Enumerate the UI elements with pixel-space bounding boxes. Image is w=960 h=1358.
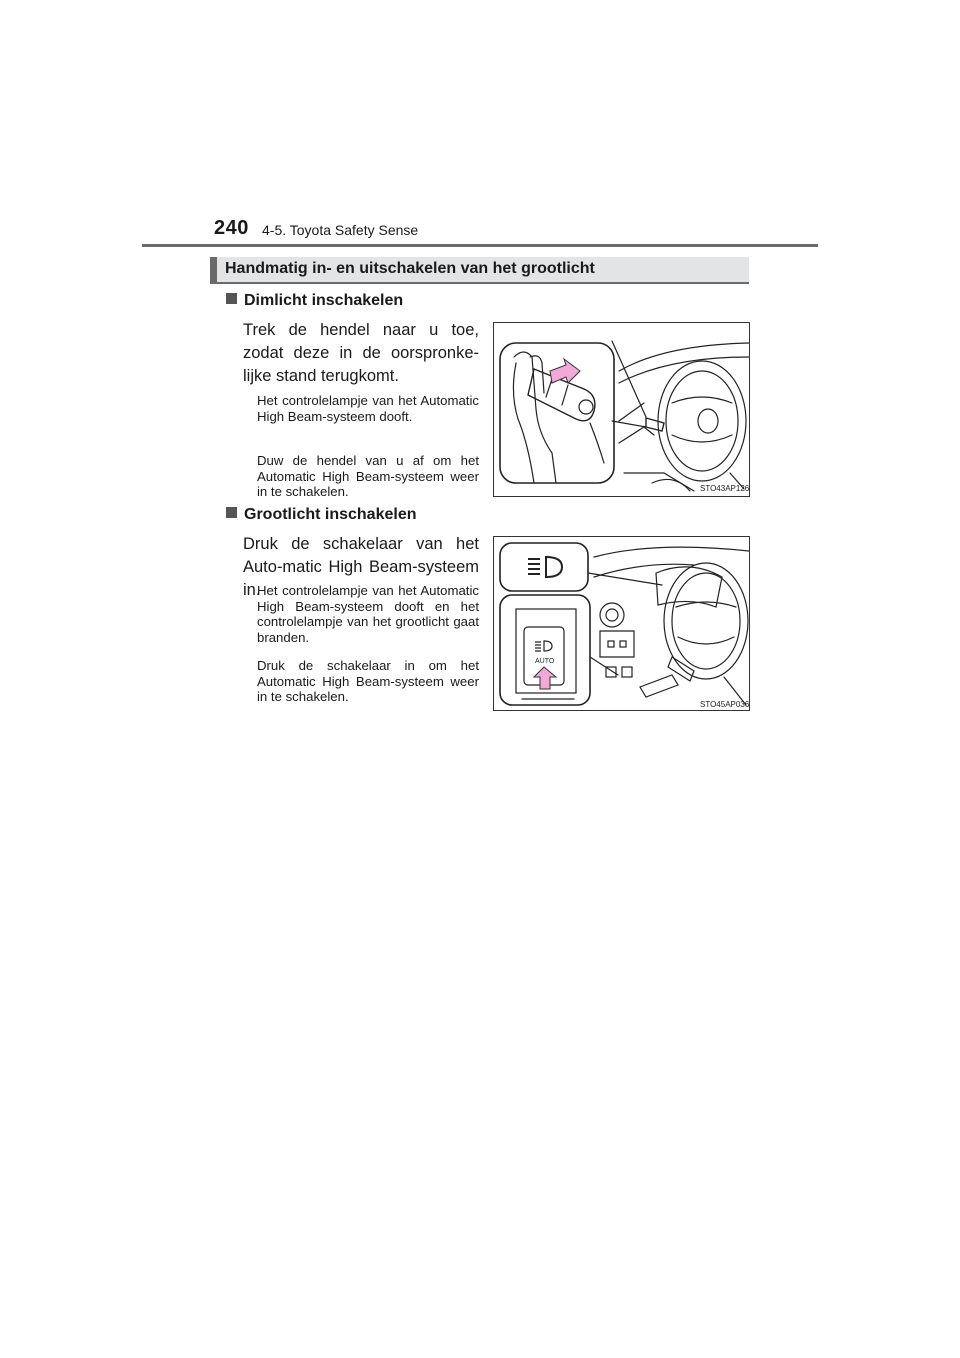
square-bullet-icon xyxy=(226,507,237,518)
banner-bar xyxy=(210,257,217,282)
square-bullet-icon xyxy=(226,293,237,304)
pink-arrow-icon xyxy=(534,667,556,689)
high-beam-indicator-icon xyxy=(528,557,562,577)
page-number: 240 xyxy=(214,217,249,239)
instruction-text: Trek de hendel naar u toe, zodat deze in de oorspronke-lijke stand terugkomt. xyxy=(243,321,479,385)
note-text: Druk de schakelaar in om het Automatic High Beam-systeem weer in te schakelen. xyxy=(257,658,479,704)
switch-auto-label: AUTO xyxy=(535,658,555,665)
figure-code: STO43AP126 xyxy=(700,484,749,493)
note-text: Het controlelampje van het Automatic High Beam-systeem dooft en het controlelampje van het grootlicht gaat branden. xyxy=(257,583,479,645)
instruction-text: Druk de schakelaar van het Auto-matic High Beam-systeem in. xyxy=(243,535,479,599)
note-text: Het controlelampje van het Automatic High Beam-systeem dooft. xyxy=(257,393,479,424)
header-rule xyxy=(142,244,818,247)
figure-code: STO45AP036 xyxy=(700,700,749,709)
banner-title: Handmatig in- en uitschakelen van het grootlicht xyxy=(225,260,595,277)
subheading-label: Grootlicht inschakelen xyxy=(244,506,417,523)
figure-switch-illustration xyxy=(493,536,750,711)
subheading-label: Dimlicht inschakelen xyxy=(244,292,404,309)
note-text: Duw de hendel van u af om het Automatic High Beam-systeem weer in te schakelen. xyxy=(257,453,479,499)
figure-lever-illustration xyxy=(493,322,750,497)
section-banner xyxy=(210,257,749,284)
pink-arrow-icon xyxy=(550,359,580,383)
section-title: 4-5. Toyota Safety Sense xyxy=(262,222,419,238)
auto-high-beam-switch-icon xyxy=(535,641,552,651)
subheading-dimlicht xyxy=(226,292,403,310)
subheading-grootlicht xyxy=(226,506,416,524)
